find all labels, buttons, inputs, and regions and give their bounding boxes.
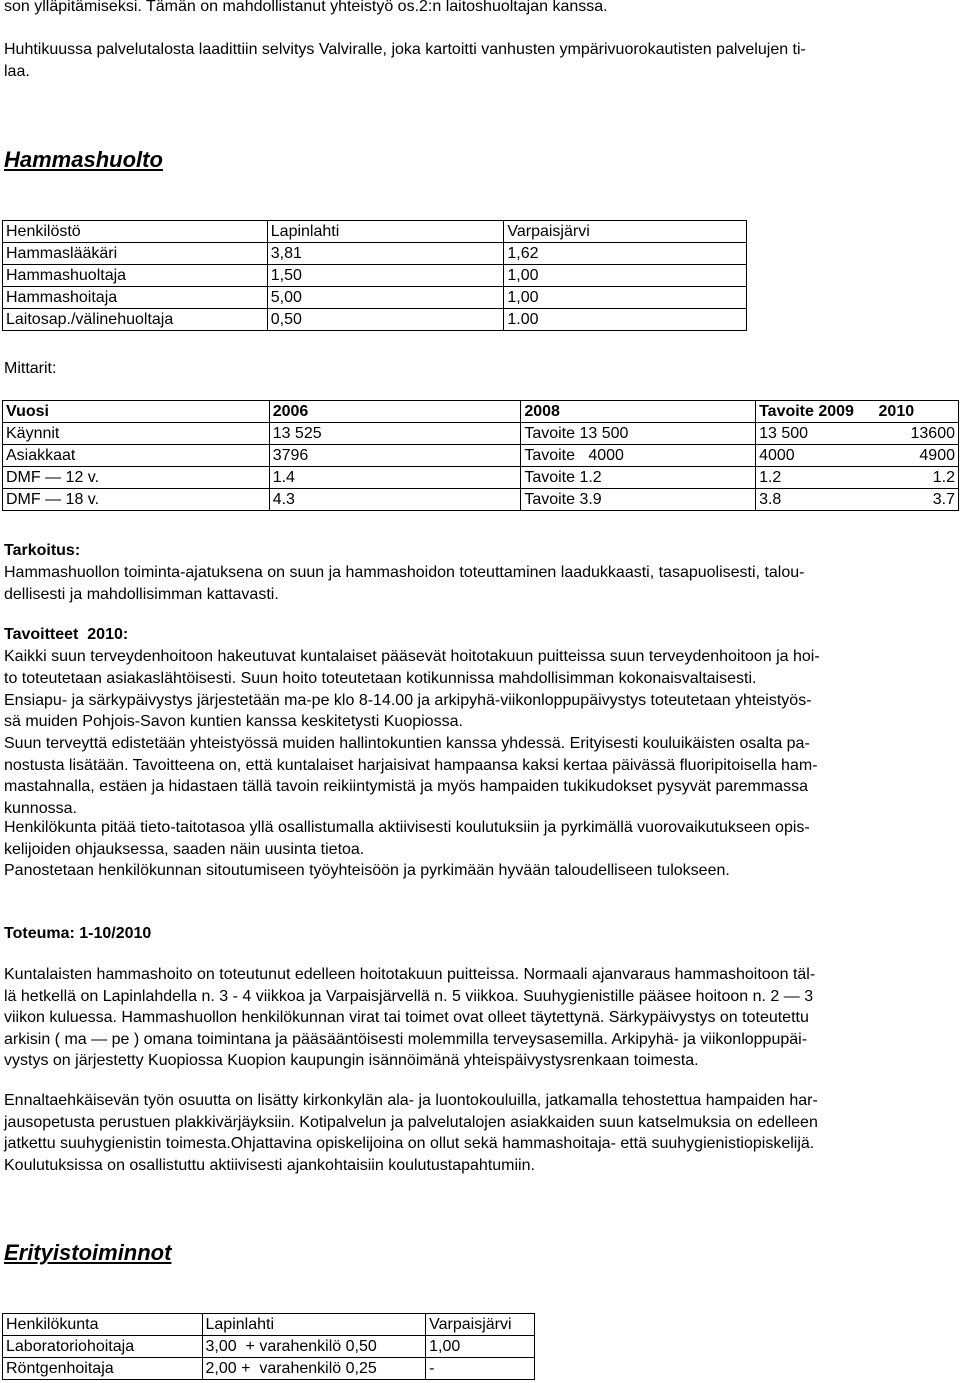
table-cell: Hammashuoltaja	[3, 265, 268, 287]
text-line: kelijoiden ohjauksessa, saaden näin uusinta tietoa.	[4, 841, 365, 858]
table-row	[3, 445, 959, 467]
text-line: jatkettu suuhygienistin toimesta.Ohjattavina opiskelijoina on ollut sekä hammashoitaja- että suuhygienistiopiskelijä.	[4, 1135, 815, 1152]
text-line: arkisin ( ma — pe ) omana toimintana ja pääsääntöisesti molemmilla terveysasemilla. Arkipyhä- ja viikonloppupäi-	[4, 1031, 808, 1048]
text-line: Ensiapu- ja särkypäivystys järjestetään ma-pe klo 8-14.00 ja arkipyhä-viikonloppupäivystys toteutetaan yhteistyös-	[4, 692, 812, 709]
table-cell: Tavoite 4000	[521, 445, 756, 467]
table-cell: 0,50	[267, 309, 504, 331]
table-row	[3, 1336, 535, 1358]
table-cell: Asiakkaat	[3, 445, 270, 467]
table-cell: 1.2	[756, 467, 876, 489]
table-cell: Laboratoriohoitaja	[3, 1336, 203, 1358]
table-cell: -	[426, 1358, 535, 1380]
table-header-cell: 2010	[876, 401, 959, 423]
text-line: jausopetusta perustuen plakkivärjäyksiin. Kotipalvelun ja palvelutalojen asiakkaiden suun katselmuksia on edelleen	[4, 1114, 818, 1131]
table-header-row	[3, 221, 747, 243]
table-cell: 2,00 + varahenkilö 0,25	[202, 1358, 426, 1380]
text-line: Henkilökunta pitää tieto-taitotasoa yllä osallistumalla aktiivisesti koulutuksiin ja pyrkimällä vuorovaikutukseen opis-	[4, 819, 810, 836]
table-cell: 13600	[876, 423, 959, 445]
table-header-cell: 2008	[521, 401, 756, 423]
special-staff-table	[2, 1313, 535, 1380]
table-header-cell: Varpaisjärvi	[426, 1314, 535, 1336]
text-line: dellisesti ja mahdollisimman kattavasti.	[4, 586, 279, 603]
text-line: sä muiden Pohjois-Savon kuntien kanssa keskitetysti Kuopiossa.	[4, 713, 463, 730]
table-row	[3, 265, 747, 287]
table-row	[3, 287, 747, 309]
table-row	[3, 467, 959, 489]
table-row	[3, 489, 959, 511]
table-cell: 4000	[756, 445, 876, 467]
table-cell: 3796	[269, 445, 521, 467]
table-header-cell: Henkilöstö	[3, 221, 268, 243]
table-header-cell: Vuosi	[3, 401, 270, 423]
table-cell: Tavoite 3.9	[521, 489, 756, 511]
table-cell: 1,00	[426, 1336, 535, 1358]
table-cell: 3,00 + varahenkilö 0,50	[202, 1336, 426, 1358]
table-row	[3, 1358, 535, 1380]
table-cell: 4900	[876, 445, 959, 467]
table-cell: 1,50	[267, 265, 504, 287]
table-header-cell: Lapinlahti	[202, 1314, 426, 1336]
table-cell: 13 500	[756, 423, 876, 445]
table-header-cell: Varpaisjärvi	[504, 221, 747, 243]
table-cell: Hammashoitaja	[3, 287, 268, 309]
table-cell: 1,62	[504, 243, 747, 265]
text-line: Ennaltaehkäisevän työn osuutta on lisätty kirkonkylän ala- ja luontokouluilla, jatkamalla tehostettua hampaiden har-	[4, 1092, 818, 1109]
table-header-row	[3, 1314, 535, 1336]
text-line: Hammashuollon toiminta-ajatuksena on suun ja hammashoidon toteuttaminen laadukkaasti, tasapuolisesti, talou-	[4, 564, 805, 581]
text-line: laa.	[4, 63, 30, 80]
staff-table	[2, 220, 747, 331]
table-cell: Tavoite 13 500	[521, 423, 756, 445]
table-cell: DMF — 18 v.	[3, 489, 270, 511]
mittarit-label: Mittarit:	[4, 360, 57, 377]
table-cell: Röntgenhoitaja	[3, 1358, 203, 1380]
table-header-cell: Tavoite 2009	[756, 401, 876, 423]
text-line: Kuntalaisten hammashoito on toteutunut edelleen hoitotakuun puitteissa. Normaali ajanvaraus hammashoitoon täl-	[4, 966, 816, 983]
table-cell: 3.8	[756, 489, 876, 511]
table-row	[3, 423, 959, 445]
text-line: viikon kuluessa. Hammashuollon henkilökunnan virat tai toimet ovat olleet täytettynä. Särkypäivystys on toteutettu	[4, 1009, 809, 1026]
table-cell: 1,00	[504, 265, 747, 287]
section-title-erityistoiminnot: Erityistoiminnot	[4, 1240, 172, 1265]
table-cell: 1,00	[504, 287, 747, 309]
table-cell: DMF — 12 v.	[3, 467, 270, 489]
text-line: lä hetkellä on Lapinlahdella n. 3 - 4 viikkoa ja Varpaisjärvellä n. 5 viikkoa. Suuhygienistille pääsee hoitoon n. 2 — 3	[4, 988, 814, 1005]
table-header-cell: 2006	[269, 401, 521, 423]
text-line: mastahnalla, estäen ja hidastaen tällä tavoin reikiintymistä ja myös hampaiden tukikudokset pysyvät paremmassa	[4, 778, 808, 795]
table-cell: 3,81	[267, 243, 504, 265]
text-line: to toteutetaan asiakaslähtöisesti. Suun hoito toteutetaan kotikunnissa mahdollisimman kokonaisvaltaisesti.	[4, 670, 757, 687]
text-line: Huhtikuussa palvelutalosta laadittiin selvitys Valviralle, joka kartoitti vanhusten ympärivuorokautisten palvelujen ti-	[4, 41, 806, 58]
table-cell: 3.7	[876, 489, 959, 511]
table-cell: 5,00	[267, 287, 504, 309]
text-line: nostusta lisätään. Tavoitteena on, että kuntalaiset harjaisivat hampaansa kaksi kertaa päivässä fluoripitoisella ham-	[4, 757, 818, 774]
tarkoitus-heading: Tarkoitus:	[4, 542, 81, 559]
table-header-cell: Lapinlahti	[267, 221, 504, 243]
text-line: Koulutuksissa on osallistuttu aktiivisesti ajankohtaisiin koulutustapahtumiin.	[4, 1157, 535, 1174]
text-line: vystys on järjestetty Kuopiossa Kuopion kaupungin isännöimänä yhteispäivystysrenkaan toimesta.	[4, 1052, 699, 1069]
text-line: Kaikki suun terveydenhoitoon hakeutuvat kuntalaiset pääsevät hoitotakuun puitteissa suun terveydenhoitoon ja hoi-	[4, 648, 820, 665]
table-cell: Käynnit	[3, 423, 270, 445]
text-line: Panostetaan henkilökunnan sitoutumiseen työyhteisöön ja pyrkimään hyvään taloudelliseen tulokseen.	[4, 862, 730, 879]
table-header-cell: Henkilökunta	[3, 1314, 203, 1336]
text-line: son ylläpitämiseksi. Tämän on mahdollistanut yhteistyö os.2:n laitoshuoltajan kanssa.	[4, 0, 608, 15]
table-cell: 1.4	[269, 467, 521, 489]
table-cell: Laitosap./välinehuoltaja	[3, 309, 268, 331]
table-cell: 1.2	[876, 467, 959, 489]
text-line: kunnossa.	[4, 800, 77, 817]
table-cell: 13 525	[269, 423, 521, 445]
table-header-row	[3, 401, 959, 423]
text-line: Suun terveyttä edistetään yhteistyössä muiden hallintokuntien kanssa yhdessä. Erityisesti kouluikäisten osalta pa-	[4, 735, 810, 752]
table-cell: Tavoite 1.2	[521, 467, 756, 489]
table-row	[3, 309, 747, 331]
table-cell: 4.3	[269, 489, 521, 511]
table-row	[3, 243, 747, 265]
table-cell: Hammaslääkäri	[3, 243, 268, 265]
metrics-table	[2, 400, 959, 511]
table-cell: 1.00	[504, 309, 747, 331]
tavoitteet-heading: Tavoitteet 2010:	[4, 626, 129, 643]
section-title-hammashuolto: Hammashuolto	[4, 147, 163, 172]
toteuma-heading: Toteuma: 1-10/2010	[4, 925, 152, 942]
